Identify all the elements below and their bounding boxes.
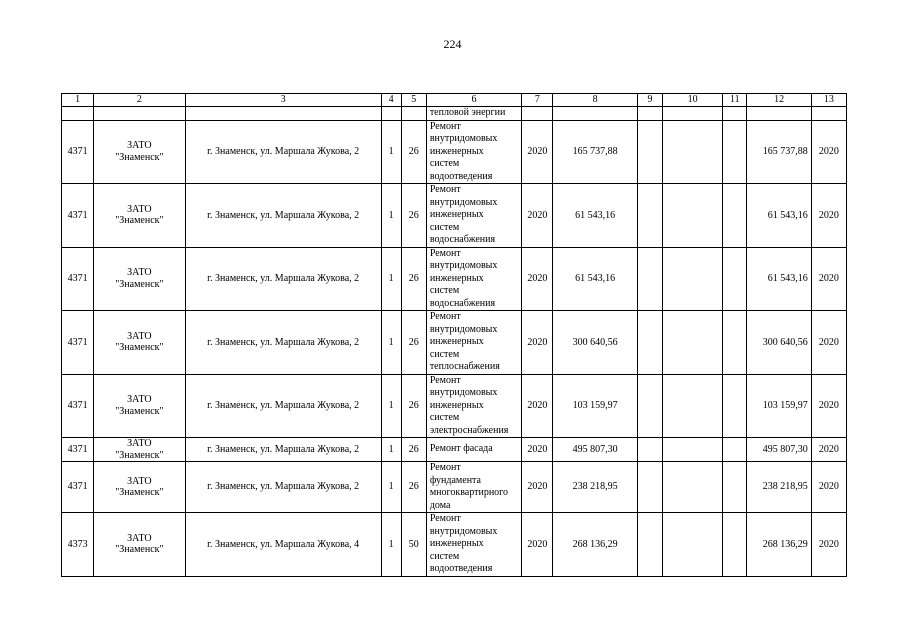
work-type-line: Ремонт — [429, 184, 461, 195]
record-id-cell: 4371 — [62, 247, 94, 311]
work-type-cell — [426, 120, 521, 184]
municipality-line: ЗАТО — [127, 203, 152, 215]
municipality-line: ЗАТО — [127, 330, 152, 342]
total-cost-cell: 495 807,30 — [747, 438, 811, 462]
work-type-line: систем — [429, 550, 460, 562]
col5-cell: 26 — [401, 438, 426, 462]
work-type-cell — [426, 513, 521, 577]
work-type-cell — [426, 462, 521, 513]
cost-cell: 300 640,56 — [553, 311, 637, 375]
work-type-line: Ремонт — [429, 311, 461, 322]
col10-cell — [663, 513, 723, 577]
total-cost-cell: 103 159,97 — [747, 374, 811, 438]
total-cost-cell: 165 737,88 — [747, 120, 811, 184]
col5-cell: 26 — [401, 311, 426, 375]
work-type-line: Ремонт — [429, 462, 461, 473]
work-type-line: инженерных — [429, 538, 484, 549]
cell — [522, 107, 553, 121]
work-type-cell — [426, 438, 521, 462]
municipality-cell — [94, 513, 185, 577]
work-type-line: систем — [429, 412, 460, 423]
municipality-cell — [94, 374, 185, 438]
work-type-line: Ремонт — [429, 247, 461, 259]
column-number-header: 4 — [381, 94, 401, 107]
column-number-header: 8 — [553, 94, 637, 107]
col10-cell — [663, 374, 723, 438]
work-type-line: электроснабжения — [429, 424, 509, 436]
year-cell: 2020 — [522, 462, 553, 513]
work-type-line: водоснабжения — [429, 234, 496, 245]
col10-cell — [663, 438, 723, 462]
municipality-cell — [94, 462, 185, 513]
record-id-cell: 4371 — [62, 462, 94, 513]
col4-cell: 1 — [381, 513, 401, 577]
municipality-line: "Знаменск" — [115, 215, 164, 227]
record-id-cell: 4371 — [62, 374, 94, 438]
column-number-header: 7 — [522, 94, 553, 107]
column-number-row — [62, 94, 847, 107]
cell — [401, 107, 426, 121]
municipality-line: ЗАТО — [127, 438, 152, 449]
column-number-header: 12 — [747, 94, 811, 107]
municipality-line: "Знаменск" — [115, 449, 164, 461]
col11-cell — [723, 374, 747, 438]
col5-cell: 26 — [401, 247, 426, 311]
municipality-cell — [94, 311, 185, 375]
municipality-line: "Знаменск" — [115, 278, 164, 290]
table-row — [62, 374, 847, 438]
cell — [723, 107, 747, 121]
column-number-header: 1 — [62, 94, 94, 107]
page-number: 224 — [443, 37, 462, 51]
record-id-cell: 4371 — [62, 120, 94, 184]
column-number-header: 5 — [401, 94, 426, 107]
cost-cell: 61 543,16 — [553, 184, 637, 248]
year-cell: 2020 — [522, 513, 553, 577]
total-cost-cell: 268 136,29 — [747, 513, 811, 577]
total-cost-cell: 61 543,16 — [747, 247, 811, 311]
col4-cell: 1 — [381, 247, 401, 311]
table-row — [62, 513, 847, 577]
municipality-line: "Знаменск" — [115, 544, 164, 556]
cell — [663, 107, 723, 121]
column-number-header: 9 — [637, 94, 662, 107]
col9-cell — [637, 247, 662, 311]
cost-cell: 165 737,88 — [553, 120, 637, 184]
col9-cell — [637, 374, 662, 438]
table-row — [62, 311, 847, 375]
address-cell: г. Знаменск, ул. Маршала Жукова, 2 — [185, 120, 381, 184]
col4-cell: 1 — [381, 184, 401, 248]
table-row — [62, 438, 847, 462]
col5-cell: 26 — [401, 120, 426, 184]
work-type-line: внутридомовых — [429, 133, 498, 144]
col10-cell — [663, 462, 723, 513]
work-type-line: инженерных — [429, 209, 484, 220]
work-type-line: систем — [429, 348, 460, 360]
municipality-line: "Знаменск" — [115, 487, 164, 498]
total-cost-cell: 238 218,95 — [747, 462, 811, 513]
municipality-line: ЗАТО — [127, 267, 152, 279]
table-row — [62, 462, 847, 513]
column-number-header: 2 — [94, 94, 185, 107]
cost-cell: 238 218,95 — [553, 462, 637, 513]
work-type-line: внутридомовых — [429, 387, 498, 398]
cost-cell: 268 136,29 — [553, 513, 637, 577]
record-id-cell: 4373 — [62, 513, 94, 577]
column-number-header: 6 — [426, 94, 521, 107]
work-type-line: Ремонт — [429, 374, 461, 386]
year-end-cell: 2020 — [811, 184, 846, 248]
column-number-header: 10 — [663, 94, 723, 107]
col4-cell: 1 — [381, 311, 401, 375]
col10-cell — [663, 311, 723, 375]
municipality-cell — [94, 120, 185, 184]
cell — [553, 107, 637, 121]
col11-cell — [723, 120, 747, 184]
total-cost-cell: 300 640,56 — [747, 311, 811, 375]
col11-cell — [723, 184, 747, 248]
cost-cell: 495 807,30 — [553, 438, 637, 462]
municipality-line: "Знаменск" — [115, 405, 164, 417]
col9-cell — [637, 513, 662, 577]
year-cell: 2020 — [522, 374, 553, 438]
cell — [185, 107, 381, 121]
col9-cell — [637, 438, 662, 462]
work-type-line: внутридомовых — [429, 196, 498, 208]
register-table — [61, 93, 847, 577]
col4-cell: 1 — [381, 438, 401, 462]
work-type-line: инженерных — [429, 399, 484, 411]
col5-cell: 50 — [401, 513, 426, 577]
municipality-cell — [94, 184, 185, 248]
total-cost-cell: 61 543,16 — [747, 184, 811, 248]
municipality-cell — [94, 438, 185, 462]
work-type-line: инженерных — [429, 336, 484, 347]
work-type-line: внутридомовых — [429, 525, 498, 537]
municipality-line: ЗАТО — [127, 140, 152, 152]
year-end-cell: 2020 — [811, 247, 846, 311]
cell — [811, 107, 846, 121]
year-end-cell: 2020 — [811, 438, 846, 462]
year-end-cell: 2020 — [811, 120, 846, 184]
cell — [62, 107, 94, 121]
col5-cell: 26 — [401, 374, 426, 438]
continuation-row — [62, 107, 847, 121]
address-cell: г. Знаменск, ул. Маршала Жукова, 2 — [185, 311, 381, 375]
address-cell: г. Знаменск, ул. Маршала Жукова, 2 — [185, 247, 381, 311]
record-id-cell: 4371 — [62, 184, 94, 248]
work-type-line: водоснабжения — [429, 297, 496, 309]
municipality-line: ЗАТО — [127, 394, 152, 406]
record-id-cell: 4371 — [62, 438, 94, 462]
record-id-cell: 4371 — [62, 311, 94, 375]
col11-cell — [723, 247, 747, 311]
work-type-line: внутридомовых — [429, 260, 498, 271]
work-type-line: фундамента — [429, 474, 481, 486]
col10-cell — [663, 120, 723, 184]
col9-cell — [637, 184, 662, 248]
address-cell: г. Знаменск, ул. Маршала Жукова, 2 — [185, 462, 381, 513]
municipality-line: ЗАТО — [127, 475, 152, 487]
work-type-line: теплоснабжения — [429, 361, 500, 372]
year-end-cell: 2020 — [811, 374, 846, 438]
municipality-cell — [94, 247, 185, 311]
address-cell: г. Знаменск, ул. Маршала Жукова, 2 — [185, 184, 381, 248]
continuation-work-cell: тепловой энергии — [426, 107, 521, 121]
work-type-line: инженерных — [429, 145, 484, 157]
year-cell: 2020 — [522, 311, 553, 375]
municipality-line: ЗАТО — [127, 532, 152, 544]
address-cell: г. Знаменск, ул. Маршала Жукова, 4 — [185, 513, 381, 577]
municipality-line: "Знаменск" — [115, 151, 164, 163]
municipality-line: "Знаменск" — [115, 342, 164, 354]
year-end-cell: 2020 — [811, 311, 846, 375]
work-type-cell — [426, 247, 521, 311]
work-type-line: дома — [429, 499, 451, 511]
work-type-line: Ремонт фасада — [429, 443, 493, 455]
col10-cell — [663, 247, 723, 311]
work-type-line: систем — [429, 221, 460, 233]
work-type-line: Ремонт — [429, 120, 461, 132]
cell — [381, 107, 401, 121]
year-cell: 2020 — [522, 184, 553, 248]
col10-cell — [663, 184, 723, 248]
column-number-header: 3 — [185, 94, 381, 107]
work-type-line: внутридомовых — [429, 323, 498, 335]
work-type-line: инженерных — [429, 272, 484, 284]
cell — [94, 107, 185, 121]
year-cell: 2020 — [522, 120, 553, 184]
col11-cell — [723, 438, 747, 462]
work-type-line: водоотведения — [429, 170, 493, 182]
column-number-header: 13 — [811, 94, 846, 107]
cell — [637, 107, 662, 121]
col9-cell — [637, 311, 662, 375]
year-cell: 2020 — [522, 247, 553, 311]
work-type-cell — [426, 311, 521, 375]
col5-cell: 26 — [401, 462, 426, 513]
address-cell: г. Знаменск, ул. Маршала Жукова, 2 — [185, 374, 381, 438]
col11-cell — [723, 462, 747, 513]
work-type-cell — [426, 184, 521, 248]
col5-cell: 26 — [401, 184, 426, 248]
table-row — [62, 247, 847, 311]
table-row — [62, 120, 847, 184]
cell — [747, 107, 811, 121]
table-row — [62, 184, 847, 248]
col4-cell: 1 — [381, 462, 401, 513]
cost-cell: 103 159,97 — [553, 374, 637, 438]
col11-cell — [723, 513, 747, 577]
col4-cell: 1 — [381, 120, 401, 184]
col9-cell — [637, 462, 662, 513]
work-type-line: Ремонт — [429, 513, 461, 524]
col4-cell: 1 — [381, 374, 401, 438]
col9-cell — [637, 120, 662, 184]
address-cell: г. Знаменск, ул. Маршала Жукова, 2 — [185, 438, 381, 462]
cost-cell: 61 543,16 — [553, 247, 637, 311]
year-end-cell: 2020 — [811, 462, 846, 513]
work-type-line: многоквартирного — [429, 487, 509, 498]
work-type-line: систем — [429, 158, 460, 169]
column-number-header: 11 — [723, 94, 747, 107]
work-type-line: систем — [429, 285, 460, 296]
work-type-line: водоотведения — [429, 563, 493, 574]
year-end-cell: 2020 — [811, 513, 846, 577]
col11-cell — [723, 311, 747, 375]
work-type-cell — [426, 374, 521, 438]
year-cell: 2020 — [522, 438, 553, 462]
